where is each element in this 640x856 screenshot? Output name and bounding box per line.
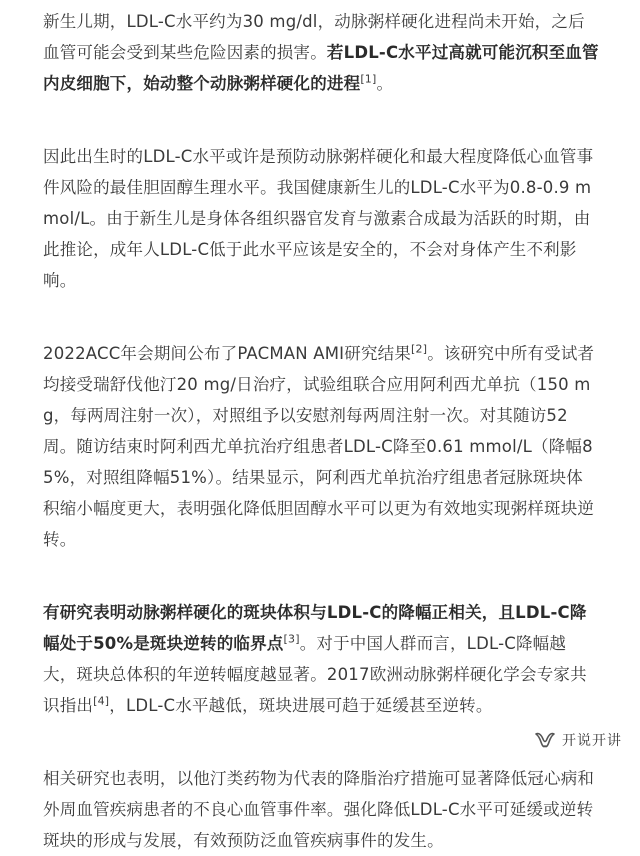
paragraph-1-text-end: 。 [376,74,394,93]
paragraph-4 [43,597,599,721]
citation-ref-1[interactable]: [1] [360,72,377,86]
channel-watermark [530,728,626,752]
watermark-label: 开说开讲 [562,733,622,749]
paragraph-1-text-a: 新生儿期，LDL-C水平约为30 mg/dl，动脉粥样硬化进程尚未开始，之后血管可能会受到某些危险因素的损害。 [43,12,585,62]
citation-ref-4[interactable]: [4] [93,694,110,708]
paragraph-5 [43,763,599,856]
paragraph-3-text-b: 。该研究中所有受试者均接受瑞舒伐他汀20 mg/日治疗，试验组联合应用阿利西尤单抗（150 mg，每两周注射一次），对照组予以安慰剂每两周注射一次。对其随访52周。随访结束时阿利西尤单抗治疗组患者LDL-C降至0.61 mmol/L（降幅85%，对照组降幅51%）。结果显示，阿利西尤单抗治疗组患者冠脉斑块体积缩小幅度更大，表明强化降低胆固醇水平可以更为有效地实现粥样斑块逆转。 [43,344,595,549]
paragraph-2-text: 因此出生时的LDL-C水平或许是预防动脉粥样硬化和最大程度降低心血管事件风险的最佳胆固醇生理水平。我国健康新生儿的LDL-C水平为0.8-0.9 mmol/L。由于新生儿是身体各组织器官发育与激素合成最为活跃的时期，由此推论，成年人LDL-C低于此水平应该是安全的，不会对身体产生不利影响。 [43,147,594,290]
citation-ref-3[interactable]: [3] [283,632,300,646]
paragraph-3 [43,338,599,555]
paragraph-1-bold-text: 若LDL-C水平过高就可能沉积至血管内皮细胞下，始动整个动脉粥样硬化的进程 [43,43,599,93]
paragraph-3-text-a: 2022ACC年会期间公布了PACMAN AMI研究结果 [43,344,412,363]
wechat-channel-icon [534,731,556,749]
paragraph-4-text-b: ，LDL-C水平越低，斑块进展可趋于延缓甚至逆转。 [109,696,493,715]
citation-ref-2[interactable]: [2] [411,342,428,356]
paragraph-1 [43,6,599,99]
paragraph-5-text: 相关研究也表明，以他汀类药物为代表的降脂治疗措施可显著降低冠心病和外周血管疾病患者的不良心血管事件率。强化降低LDL-C水平可延缓或逆转斑块的形成与发展，有效预防泛血管疾病事件的发生。 [43,769,595,850]
paragraph-4-bold-text: 有研究表明动脉粥样硬化的斑块体积与LDL-C的降幅正相关，且LDL-C降幅处于50%是斑块逆转的临界点 [43,603,587,653]
paragraph-4-text-a: 。对于中国人群而言，LDL-C降幅越大，斑块总体积的年逆转幅度越显著。2017欧洲动脉粥样硬化学会专家共识指出 [43,634,587,715]
article-body [43,6,599,856]
paragraph-2 [43,141,599,296]
